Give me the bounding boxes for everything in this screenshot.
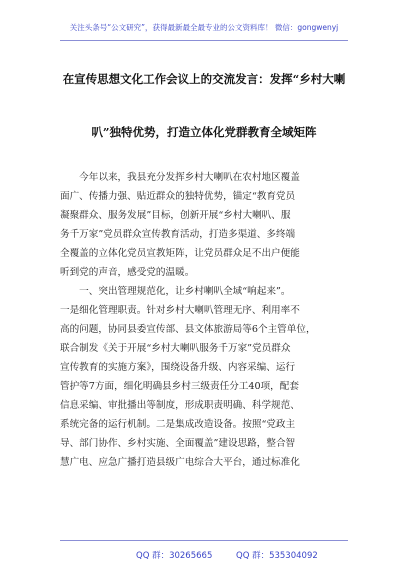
document-title-line-2: 叭”独特优势，打造立体化党群教育全域矩阵: [91, 125, 317, 139]
header-divider: [60, 40, 348, 41]
body-line: 信息采编、审批播出等制度，形成职责明确、科学规范、: [60, 400, 300, 411]
body-line: 听到党的声音，感受党的温暖。: [60, 267, 195, 278]
section-heading-line: 一、突出管理规范化，让乡村喇叭全域“响起来”。: [60, 286, 291, 297]
footer-divider: [60, 540, 348, 541]
document-body: [60, 168, 350, 472]
body-line: 全覆盖的立体化党员宣教矩阵，让党员群众足不出户便能: [60, 248, 300, 259]
body-line: 凝聚群众、服务发展”目标，创新开展“乡村大喇叭、服: [60, 210, 291, 221]
body-line: 今年以来，我县充分发挥乡村大喇叭在农村地区覆盖: [60, 172, 300, 183]
footer-qq-group-1: QQ 群：30265665: [136, 551, 213, 561]
body-line: 宣传教育的实施方案》，围绕设备升级、内容采编、运行: [60, 362, 296, 373]
body-line: 高的问题，协同县委宣传部、县文体旅游局等6个主管单位，: [60, 324, 316, 335]
body-line: 务千万家”党员群众宣传教育活动，打造多渠道、多终端: [60, 229, 296, 240]
body-line: 管护等7方面，细化明确县乡村三级责任分工40项，配套: [60, 381, 299, 392]
body-line: 慧广电、应急广播打造县级广电综合大平台，通过标准化: [60, 457, 300, 468]
body-line: 联合制发《关于开展“乡村大喇叭服务千万家”党员群众: [60, 343, 291, 354]
body-line: 系统完备的运行机制。二是集成改造设备。按照“党政主: [60, 419, 296, 430]
body-line: 一是细化管理职责。针对乡村大喇叭管理无序、利用率不: [60, 305, 300, 316]
footer-qq-group-2: QQ 群：535304092: [236, 551, 318, 561]
header-banner: 关注头条号“公文研究”，获得最新最全最专业的公文资料库！ 微信：gongwenyj: [69, 23, 339, 32]
body-line: 导、部门协作、乡村实施、全面覆盖”建设思路，整合智: [60, 438, 296, 449]
document-title-line-1: 在宣传思想文化工作会议上的交流发言：发挥“乡村大喇: [62, 72, 346, 86]
body-line: 面广、传播力强、贴近群众的独特优势，锚定“教育党员: [60, 191, 296, 202]
